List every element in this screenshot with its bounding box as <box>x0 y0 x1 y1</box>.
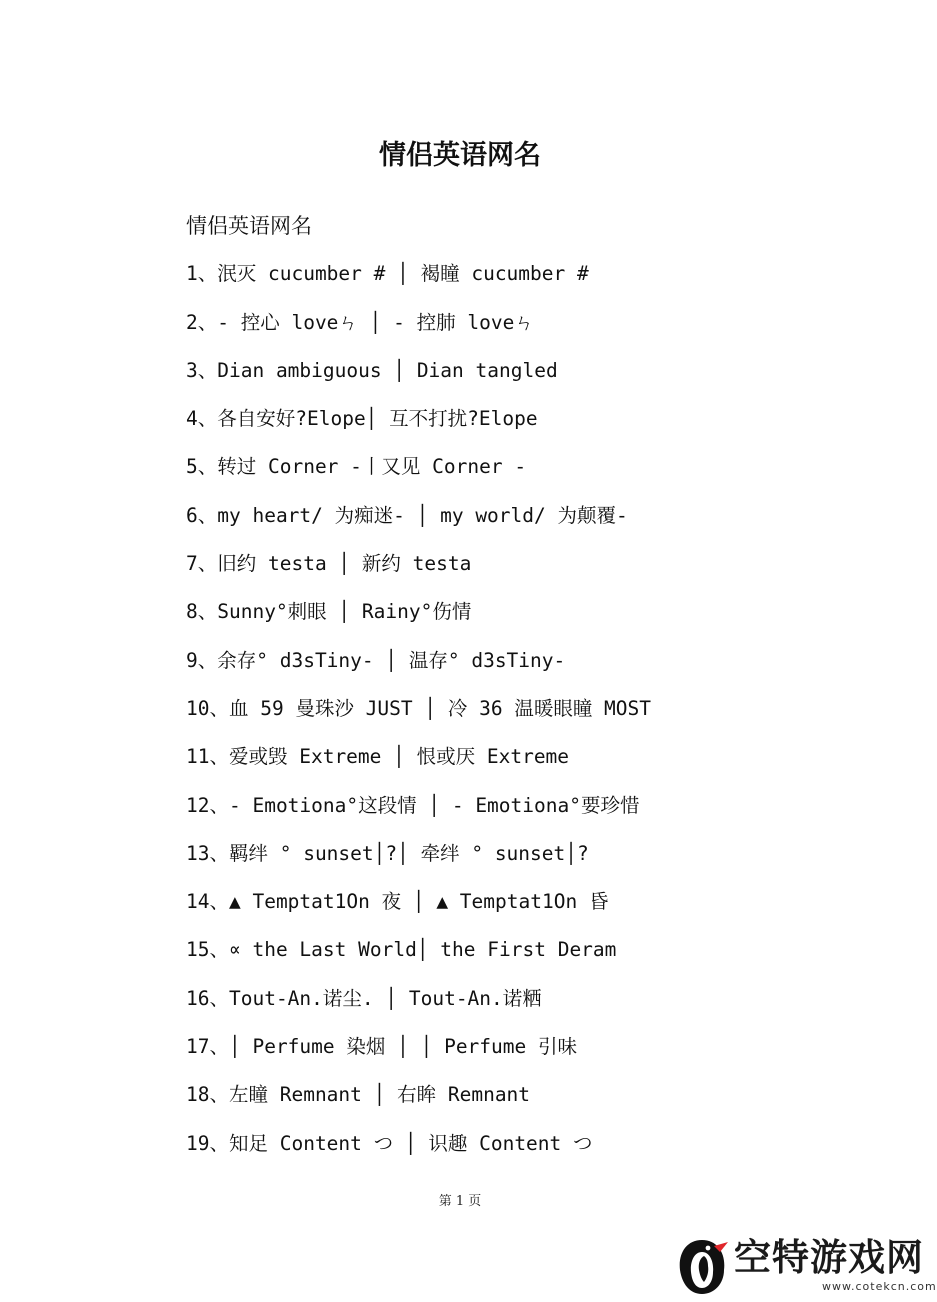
list-item: 3、Dian ambiguous │ Dian tangled <box>186 358 558 382</box>
watermark-site-name: 空特游戏网 <box>734 1236 924 1279</box>
list-item: 12、- Emotiona°这段情 │ - Emotiona°要珍惜 <box>186 793 640 817</box>
list-item: 15、∝ the Last World│ the First Deram <box>186 938 617 962</box>
list-item: 10、血 59 曼珠沙 JUST │ 冷 36 温暖眼瞳 MOST <box>186 696 652 720</box>
list-item: 6、my heart/ 为痴迷- │ my world/ 为颠覆- <box>186 503 628 527</box>
list-item: 1、泯灭 cucumber # │ 褐瞳 cucumber # <box>186 262 589 286</box>
list-item: 16、Tout-An.诺尘. │ Tout-An.诺粞 <box>186 986 542 1010</box>
list-item: 5、转过 Corner -丨又见 Corner - <box>186 455 527 479</box>
page-number: 第 1 页 <box>438 1194 482 1209</box>
list-item: 17、│ Perfume 染烟 │ │ Perfume 引味 <box>186 1035 577 1059</box>
list-item: 8、Sunny°刺眼 │ Rainy°伤情 <box>186 600 472 624</box>
list-item: 4、各自安好?Elope│ 互不打扰?Elope <box>186 407 538 431</box>
list-item: 11、爱或毁 Extreme │ 恨或厌 Extreme <box>186 745 570 769</box>
document-body <box>186 206 886 1172</box>
list-item: 9、余存° d3sTiny- │ 温存° d3sTiny- <box>186 648 566 672</box>
watermark-url: www.cotekcn.com <box>822 1280 937 1293</box>
list-item: 14、▲ Temptat1On 夜 │ ▲ Temptat1On 昏 <box>186 890 609 914</box>
penguin-logo-icon <box>674 1236 730 1296</box>
list-item: 18、左瞳 Remnant │ 右眸 Remnant <box>186 1083 531 1107</box>
list-item: 2、- 控心 loveㄣ │ - 控肺 loveㄣ <box>186 310 534 334</box>
site-watermark <box>672 1232 937 1298</box>
list-item: 13、羁绊 ° sunset│?│ 牵绊 ° sunset│? <box>186 841 589 865</box>
nickname-list <box>186 254 886 1172</box>
list-item: 19、知足 Content つ │ 识趣 Content つ <box>186 1131 593 1155</box>
list-item: 7、旧约 testa │ 新约 testa <box>186 552 472 576</box>
document-title: 情侣英语网名 <box>379 140 541 171</box>
section-heading: 情侣英语网名 <box>186 214 312 238</box>
